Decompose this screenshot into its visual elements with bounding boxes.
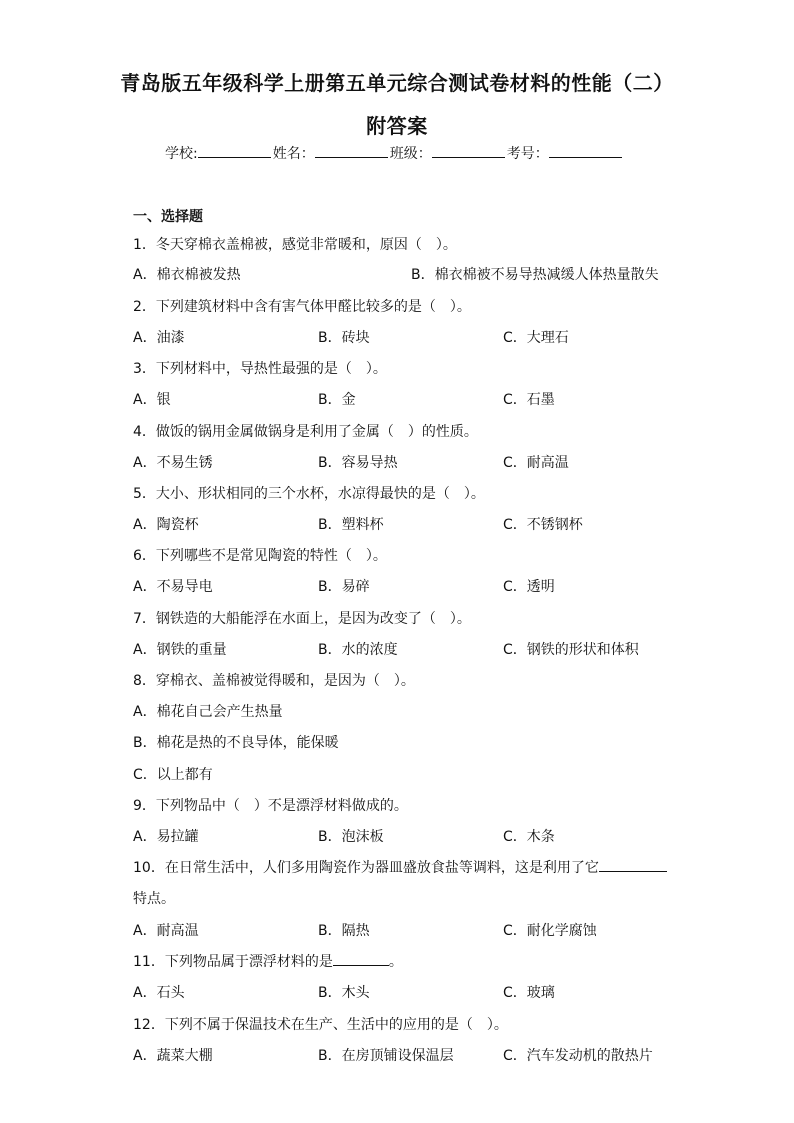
question-11 xyxy=(133,951,403,971)
name-label: 姓名： xyxy=(272,146,315,162)
q5-option-a: A．陶瓷杯 xyxy=(133,517,199,533)
q12-option-b: B．在房顶铺设保温层 xyxy=(318,1048,454,1064)
q2-option-a: A．油漆 xyxy=(133,330,185,346)
q3-option-a: A．银 xyxy=(133,392,171,408)
question-6: 6．下列哪些不是常见陶瓷的特性（ ）。 xyxy=(133,548,387,564)
q10-option-a: A．耐高温 xyxy=(133,923,199,939)
q7-option-b: B．水的浓度 xyxy=(318,642,398,658)
number-label: 考号： xyxy=(506,146,549,162)
question-12: 12．下列不属于保温技术在生产、生活中的应用的是（ ）。 xyxy=(133,1017,508,1033)
q2-option-b: B．砖块 xyxy=(318,330,370,346)
student-info-line xyxy=(165,143,624,163)
q7-option-c: C．钢铁的形状和体积 xyxy=(503,642,639,658)
class-blank[interactable] xyxy=(432,143,505,158)
question-3: 3．下列材料中，导热性最强的是（ ）。 xyxy=(133,361,387,377)
question-9: 9．下列物品中（ ）不是漂浮材料做成的。 xyxy=(133,798,408,814)
q11-end: 。 xyxy=(388,954,403,970)
q1-option-b: B．棉衣棉被不易导热减缓人体热量散失 xyxy=(411,267,659,283)
name-blank[interactable] xyxy=(315,143,388,158)
section-heading: 一、选择题 xyxy=(133,209,203,225)
question-7: 7．钢铁造的大船能浮在水面上，是因为改变了（ ）。 xyxy=(133,611,471,627)
q4-option-c: C．耐高温 xyxy=(503,455,569,471)
q9-option-b: B．泡沫板 xyxy=(318,829,384,845)
q8-option-c: C．以上都有 xyxy=(133,767,213,783)
q11-option-b: B．木头 xyxy=(318,985,370,1001)
q9-option-a: A．易拉罐 xyxy=(133,829,199,845)
q6-option-c: C．透明 xyxy=(503,579,555,595)
page-title: 青岛版五年级科学上册第五单元综合测试卷材料的性能（二） xyxy=(120,71,674,95)
q4-option-b: B．容易导热 xyxy=(318,455,398,471)
question-1: 1．冬天穿棉衣盖棉被，感觉非常暖和，原因（ ）。 xyxy=(133,237,457,253)
q7-option-a: A．钢铁的重量 xyxy=(133,642,227,658)
question-8: 8．穿棉衣、盖棉被觉得暖和，是因为（ ）。 xyxy=(133,673,415,689)
q3-option-b: B．金 xyxy=(318,392,356,408)
number-blank[interactable] xyxy=(549,143,622,158)
question-5: 5．大小、形状相同的三个水杯，水凉得最快的是（ ）。 xyxy=(133,486,485,502)
school-label: 学校: xyxy=(165,146,198,162)
q9-option-c: C．木条 xyxy=(503,829,555,845)
q12-option-c: C．汽车发动机的散热片 xyxy=(503,1048,653,1064)
q11-answer-blank[interactable] xyxy=(333,951,389,966)
q5-option-b: B．塑料杯 xyxy=(318,517,384,533)
q5-option-c: C．不锈钢杯 xyxy=(503,517,583,533)
q2-option-c: C．大理石 xyxy=(503,330,569,346)
q4-option-a: A．不易生锈 xyxy=(133,455,213,471)
q6-option-b: B．易碎 xyxy=(318,579,370,595)
class-label: 班级： xyxy=(389,146,432,162)
q11-text: 11．下列物品属于漂浮材料的是 xyxy=(133,954,333,970)
q10-option-b: B．隔热 xyxy=(318,923,370,939)
q10-text: 10．在日常生活中，人们多用陶瓷作为器皿盛放食盐等调料，这是利用了它 xyxy=(133,860,599,876)
q12-option-a: A．蔬菜大棚 xyxy=(133,1048,213,1064)
question-10-continued: 特点。 xyxy=(133,891,175,907)
question-2: 2．下列建筑材料中含有害气体甲醛比较多的是（ ）。 xyxy=(133,299,471,315)
q11-option-a: A．石头 xyxy=(133,985,185,1001)
question-4: 4．做饭的锅用金属做锅身是利用了金属（ ）的性质。 xyxy=(133,424,478,440)
q10-answer-blank[interactable] xyxy=(599,857,667,872)
q6-option-a: A．不易导电 xyxy=(133,579,213,595)
q11-option-c: C．玻璃 xyxy=(503,985,555,1001)
q8-option-b: B．棉花是热的不良导体，能保暖 xyxy=(133,735,339,751)
q10-option-c: C．耐化学腐蚀 xyxy=(503,923,597,939)
q1-option-a: A．棉衣棉被发热 xyxy=(133,267,241,283)
question-10 xyxy=(133,857,667,877)
school-blank[interactable] xyxy=(198,143,271,158)
q8-option-a: A．棉花自己会产生热量 xyxy=(133,704,283,720)
page-subtitle: 附答案 xyxy=(366,114,428,138)
q3-option-c: C．石墨 xyxy=(503,392,555,408)
